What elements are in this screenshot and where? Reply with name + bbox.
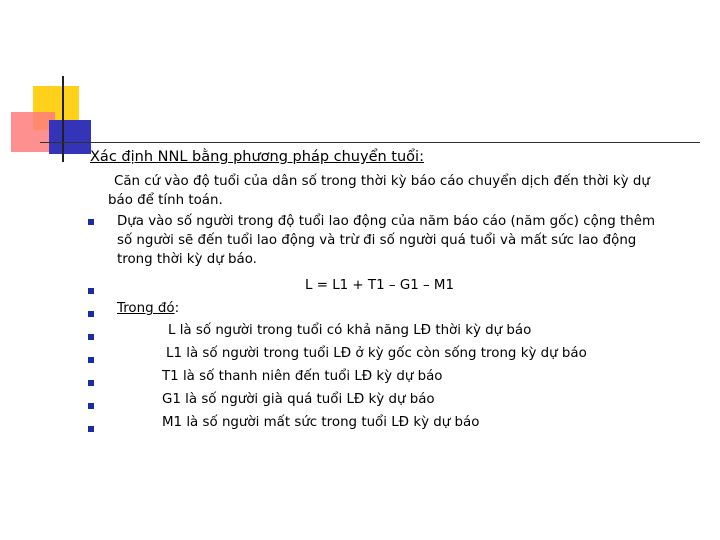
bullet-1-line-1: Dựa vào số người trong độ tuổi lao động của năm báo cáo (năm gốc) cộng thêm xyxy=(117,214,656,229)
bullet-marker-icon xyxy=(88,334,94,340)
where-colon: : xyxy=(174,301,180,316)
bullet-marker-icon xyxy=(88,357,94,363)
where-label: Trong đó xyxy=(117,301,175,316)
definition-m1: M1 là số người mất sức trong tuổi LĐ kỳ dự báo xyxy=(162,415,480,430)
bullet-marker-icon xyxy=(88,403,94,409)
bullet-marker-icon xyxy=(88,288,94,294)
definition-g1: G1 là số người già quá tuổi LĐ kỳ dự báo xyxy=(162,392,435,407)
bullet-item-1 xyxy=(117,212,697,269)
where-label-item xyxy=(117,299,697,318)
formula-text: L = L1 + T1 – G1 – M1 xyxy=(305,278,454,293)
bullet-marker-icon xyxy=(88,311,94,317)
bullet-marker-icon xyxy=(88,219,94,225)
definition-l: L là số người trong tuổi có khả năng LĐ thời kỳ dự báo xyxy=(168,323,532,338)
bullet-marker-icon xyxy=(88,380,94,386)
definition-l1: L1 là số người trong tuổi LĐ ở kỳ gốc còn sống trong kỳ dự báo xyxy=(166,346,587,361)
intro-paragraph xyxy=(108,172,698,210)
definition-t1: T1 là số thanh niên đến tuổi LĐ kỳ dự báo xyxy=(162,369,443,384)
slide-heading: Xác định NNL bằng phương pháp chuyển tuổi: xyxy=(90,149,424,165)
bullet-marker-icon xyxy=(88,426,94,432)
intro-line-1: Căn cứ vào độ tuổi của dân số trong thời kỳ báo cáo chuyển dịch đến thời kỳ dự xyxy=(114,174,650,189)
bullet-1-line-2: số người sẽ đến tuổi lao động và trừ đi số người quá tuổi và mất sức lao động xyxy=(117,233,637,248)
intro-line-2: báo để tính toán. xyxy=(108,193,223,208)
bullet-1-line-3: trong thời kỳ dự báo. xyxy=(117,252,257,267)
